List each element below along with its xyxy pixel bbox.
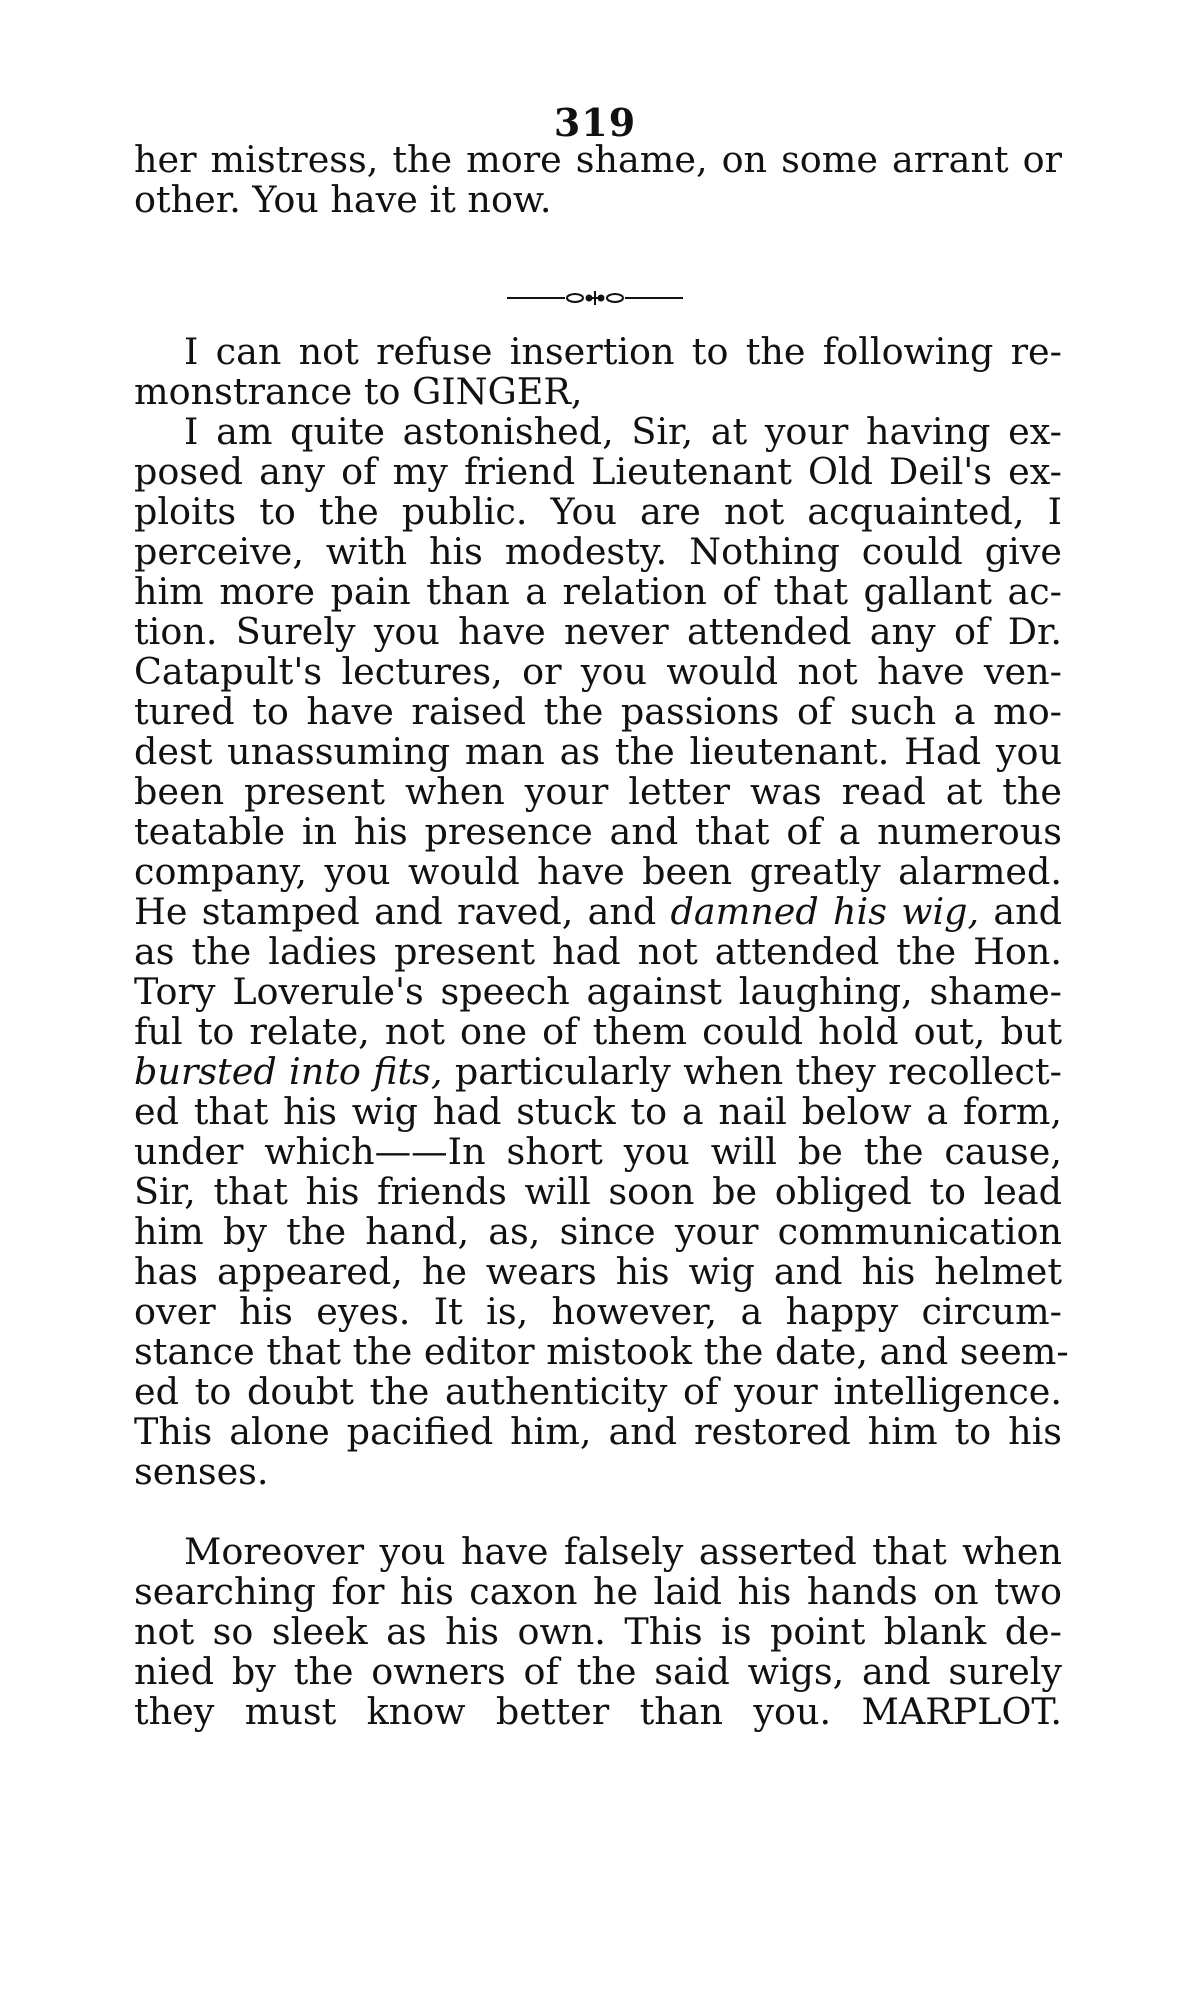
intro-paragraph bbox=[134, 332, 1062, 412]
closing-paragraph bbox=[134, 1532, 1062, 1732]
text-line: ploits to the public. You are not acquainted, I bbox=[134, 490, 1062, 533]
text-line: tion. Surely you have never attended any of Dr. bbox=[134, 610, 1062, 653]
text-line: as the ladies present had not attended the Hon. bbox=[134, 930, 1062, 973]
text-line: nied by the owners of the said wigs, and surely bbox=[134, 1650, 1062, 1693]
text-line: ful to relate, not one of them could hold out, but bbox=[134, 1010, 1062, 1053]
text-segment: they must know better than you. bbox=[134, 1690, 832, 1733]
text-line: This alone pacified him, and restored him to his bbox=[134, 1410, 1062, 1453]
text-line: has appeared, he wears his wig and his helmet bbox=[134, 1250, 1062, 1293]
text-line: stance that the editor mistook the date, and seem- bbox=[134, 1330, 1069, 1373]
text-line: ed to doubt the authenticity of your intelligence. bbox=[134, 1370, 1062, 1413]
text-line: Moreover you have falsely asserted that when bbox=[184, 1530, 1062, 1573]
text-line: under which——In short you will be the cause, bbox=[134, 1130, 1062, 1173]
text-line: I can not refuse insertion to the following re- bbox=[184, 330, 1062, 373]
text-line-with-signature bbox=[134, 1692, 1062, 1732]
text-line: other. You have it now. bbox=[134, 178, 552, 221]
text-line: teatable in his presence and that of a numerous bbox=[134, 810, 1062, 853]
text-line: over his eyes. It is, however, a happy circum- bbox=[134, 1290, 1062, 1333]
text-line: Tory Loverule's speech against laughing, shame- bbox=[134, 970, 1062, 1013]
continued-paragraph bbox=[134, 140, 1062, 220]
text-line: dest unassuming man as the lieutenant. Had you bbox=[134, 730, 1062, 773]
text-line: him more pain than a relation of that gallant ac- bbox=[134, 570, 1062, 613]
italic-phrase: damned his wig, bbox=[670, 890, 980, 933]
text-line: monstrance to GINGER, bbox=[134, 370, 583, 413]
text-line: been present when your letter was read at the bbox=[134, 770, 1062, 813]
text-line: Catapult's lectures, or you would not have ven- bbox=[134, 650, 1062, 693]
signature: MARPLOT. bbox=[861, 1690, 1062, 1733]
text-line: Sir, that his friends will soon be obliged to lead bbox=[134, 1170, 1062, 1213]
text-line: ed that his wig had stuck to a nail below a form, bbox=[134, 1090, 1062, 1133]
page-number: 319 bbox=[553, 100, 637, 145]
text-line: him by the hand, as, since your communication bbox=[134, 1210, 1062, 1253]
text-line: senses. bbox=[134, 1450, 269, 1493]
ornament-divider bbox=[505, 288, 685, 308]
letter-paragraph bbox=[134, 410, 1069, 1493]
text-segment: and bbox=[993, 890, 1063, 933]
text-line: tured to have raised the passions of such a mo- bbox=[134, 690, 1062, 733]
text-line: searching for his caxon he laid his hands on two bbox=[134, 1570, 1062, 1613]
text-segment: He stamped and raved, and bbox=[134, 890, 657, 933]
text-line: her mistress, the more shame, on some arrant or bbox=[134, 138, 1062, 181]
text-line: perceive, with his modesty. Nothing could give bbox=[134, 530, 1062, 573]
text-line-with-italic bbox=[134, 1052, 1062, 1092]
text-line: company, you would have been greatly alarmed. bbox=[134, 850, 1062, 893]
text-line: not so sleek as his own. This is point blank de- bbox=[134, 1610, 1062, 1653]
text-line: posed any of my friend Lieutenant Old Deil's ex- bbox=[134, 450, 1062, 493]
text-segment: particularly when they recollect- bbox=[454, 1050, 1062, 1093]
text-line: I am quite astonished, Sir, at your having ex- bbox=[184, 410, 1062, 453]
italic-phrase: bursted into fits, bbox=[134, 1050, 443, 1093]
text-line-with-italic bbox=[134, 892, 1062, 932]
